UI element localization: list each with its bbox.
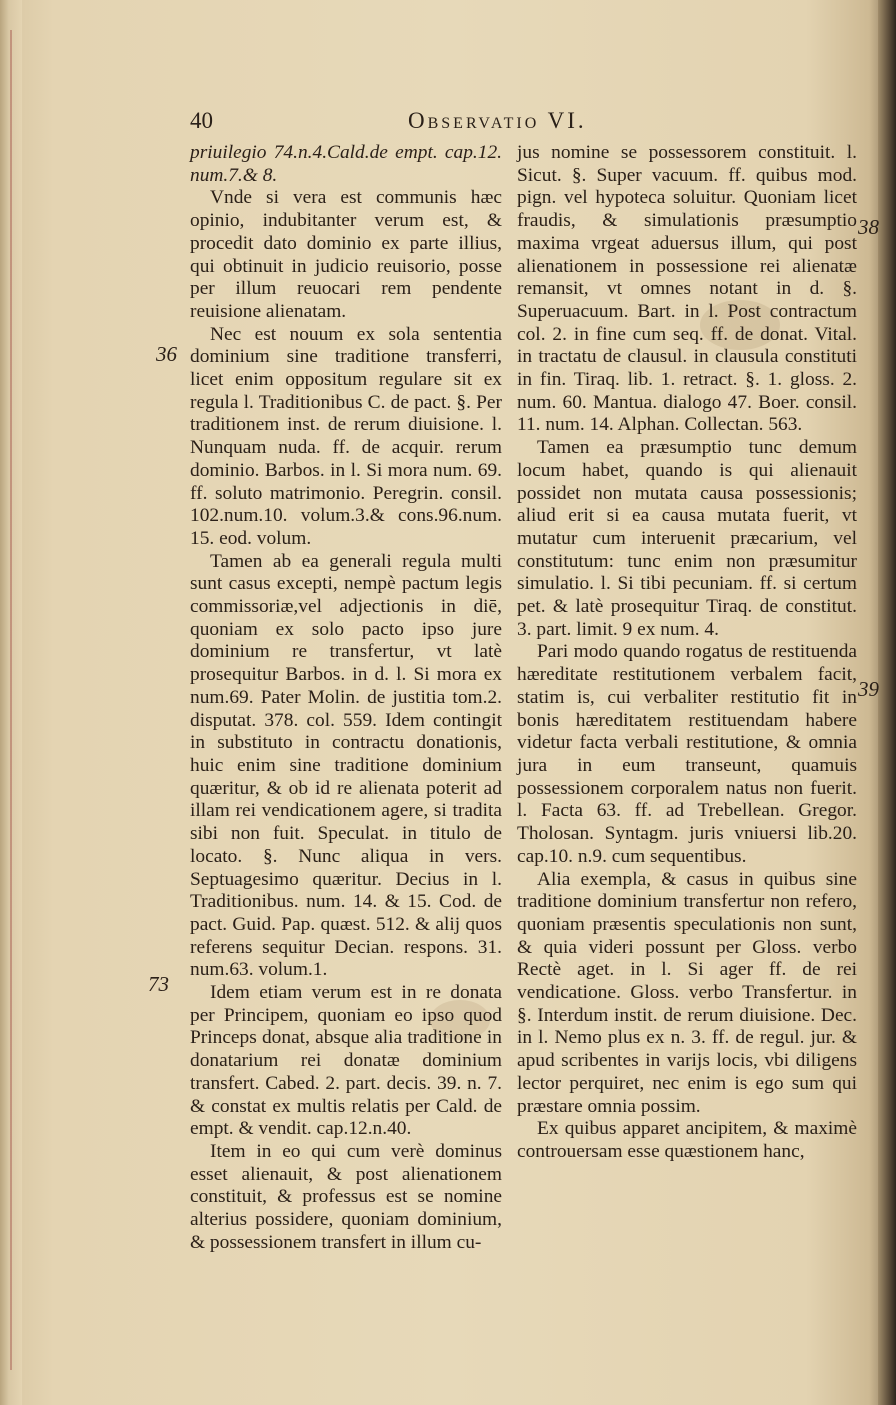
paragraph: Pari modo quando rogatus de restituenda hæreditate restitutionem verbalem facit, statim is, cui verbaliter restitutio fit in bonis hæreditatem restituendam habere videtur facta verbali restitutione, & omnia jura in eum transeunt, quamuis possessionem corporalem natus non fuerit. l. Facta 63. ff. ad Trebellean. Gregor. Tholosan. Syntagm. juris vniuersi lib.20. cap.10. n.9. cum sequentibus.	[517, 641, 857, 867]
margin-number: 73	[148, 972, 169, 996]
paragraph: Vnde si vera est communis hæc opinio, indubitanter verum est, & procedit dato dominio ex parte illius, qui obtinuit in judicio reuisorio, posse per illum reuocari rem pendente reuisione alienatam.	[190, 187, 502, 322]
paragraph: Tamen ea præsumptio tunc demum locum habet, quando is qui alienauit possidet non mutata causa possessionis; aliud erit si ea causa mutata fuerit, vt mutatur cum interuenit præcarium, vel constitutum: tunc enim non præsumitur simulatio. l. Si tibi pecuniam. ff. si certum pet. & latè prosequitur Tiraq. de constitut. 3. part. limit. 9 ex num. 4.	[517, 437, 857, 640]
gutter-stain	[10, 30, 12, 1370]
margin-number: 36	[156, 342, 177, 366]
paragraph: Item in eo qui cum verè dominus esset alienauit, & post alienationem constituit, & professus est se nomine alterius possidere, quoniam dominium, & possessionem transfert in illum cu-	[190, 1140, 502, 1253]
paragraph: Alia exempla, & casus in quibus sine traditione dominium transfertur non refero, quoniam præsentis speculationis non sunt, & quia videri possunt per Gloss. verbo Rectè aget. in l. Si ager ff. de rei vendicatione. Gloss. verbo Transfertur. in §. Interdum instit. de rerum diuisione. Dec. in l. Nemo plus ex n. 3. ff. de regul. jur. & apud scribentes in varijs locis, vbi diligens lector perquiret, nec enim is ego sum qui præstare omnia possim.	[517, 868, 857, 1117]
margin-number: 39	[858, 677, 879, 701]
margin-number: 38	[858, 215, 879, 239]
left-column	[190, 142, 502, 1254]
paragraph: Idem etiam verum est in re donata per Principem, quoniam eo ipso quod Princeps donat, absque alia traditione in donatarium rei donatæ dominium transfert. Cabed. 2. part. decis. 39. n. 7. & constat ex multis relatis per Cald. de empt. & vendit. cap.12.n.40.	[190, 982, 502, 1140]
page-number: 40	[190, 108, 213, 133]
paragraph: Ex quibus apparet ancipitem, & maximè controuersam esse quæstionem hanc,	[517, 1118, 857, 1162]
page-edge-shadow	[878, 0, 896, 1405]
page-header	[190, 108, 630, 138]
paragraph: jus nomine se possessorem constituit. l. Sicut. §. Super vacuum. ff. quibus mod. pign. vel hypoteca soluitur. Quoniam licet fraudis, & simulationis præsumptio maxima vrgeat aduersus illum, qui post alienationem in possessione rei alienatæ remansit, vt omnes notant in d. §. Superuacuum. Bart. in l. Post contractum col. 2. in fine cum seq. ff. de donat. Vital. in tractatu de clausul. in clausula constituti in fin. Tiraq. lib. 1. retract. §. 1. gloss. 2. num. 60. Mantua. dialogo 47. Boer. consil. 11. num. 14. Alphan. Collectan. 563.	[517, 142, 857, 436]
paragraph: priuilegio 74.n.4.Cald.de empt. cap.12. num.7.& 8.	[190, 142, 502, 186]
running-title: Observatio VI.	[408, 108, 587, 133]
paragraph: Tamen ab ea generali regula multi sunt casus excepti, nempè pactum legis commissoriæ,vel adjectionis in diē, quoniam ex solo pacto ipso jure dominium re transfertur, vt latè prosequitur Barbos. in d. l. Si mora ex num.69. Pater Molin. de justitia tom.2. disputat. 378. col. 559. Idem contingit in substituto in contractu donationis, huic enim sine traditione dominium quæritur, & ob id re alienata poterit ad illam rei vendicationem agere, si tradita sibi non fuit. Speculat. in titulo de locato. §. Nunc aliqua in vers. Septuagesimo quæritur. Decius in l. Traditionibus. num. 14. & 15. Cod. de pact. Guid. Pap. quæst. 512. & alij quos referens sequitur Decian. respons. 31. num.63. volum.1.	[190, 550, 502, 981]
right-column	[517, 142, 857, 1164]
paragraph: Nec est nouum ex sola sententia dominium sine traditione transferri, licet enim oppositum regulare sit ex regula l. Traditionibus C. de pact. §. Per traditionem inst. de rerum diuisione. l. Nunquam nuda. ff. de acquir. rerum dominio. Barbos. in l. Si mora num. 69. ff. soluto matrimonio. Peregrin. consil. 102.num.10. volum.3.& cons.96.num. 15. eod. volum.	[190, 323, 502, 549]
